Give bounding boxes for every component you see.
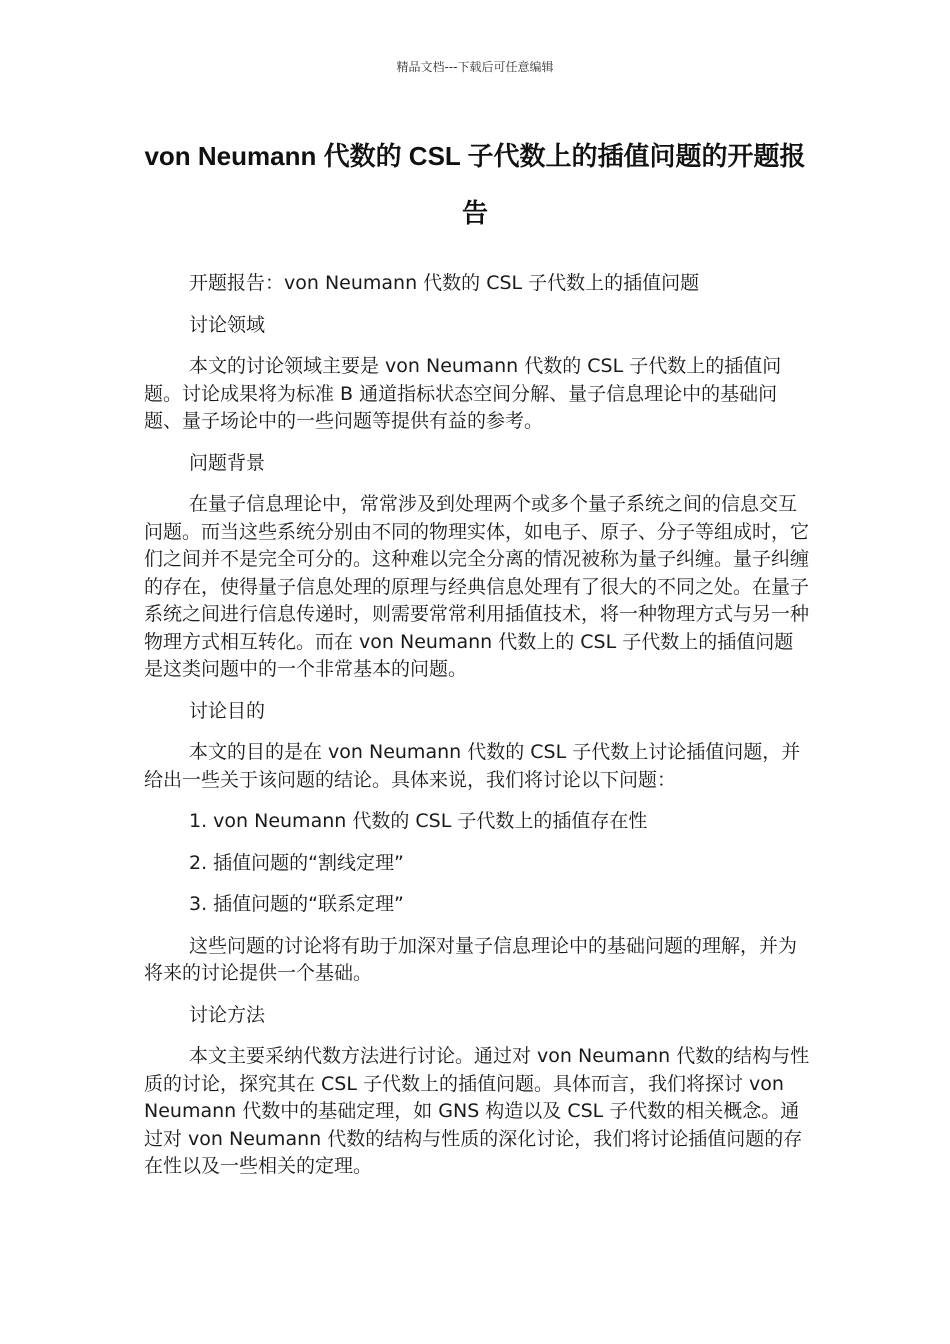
- section-heading-purpose: 讨论目的: [189, 699, 266, 722]
- section-heading-field: 讨论领域: [189, 313, 266, 336]
- document-title: von Neumann 代数的 CSL 子代数上的插值问题的开题报告: [144, 141, 806, 228]
- header-note: 精品文档---下载后可任意编辑: [396, 60, 554, 74]
- list-item-3: 3. 插值问题的“联系定理”: [189, 893, 404, 915]
- document-body: [144, 270, 812, 1195]
- paragraph-field: 本文的讨论领域主要是 von Neumann 代数的 CSL 子代数上的插值问题。讨论成果将为标准 B 通道指标状态空间分解、量子信息理论中的基础问题、量子场论中的一些问题等提供有益的参考。: [144, 355, 782, 432]
- list-item-2: 2. 插值问题的“割线定理”: [189, 851, 404, 874]
- list-item-1: 1. von Neumann 代数的 CSL 子代数上的插值存在性: [189, 810, 648, 832]
- section-heading-background: 问题背景: [189, 451, 266, 474]
- report-subtitle: 开题报告：von Neumann 代数的 CSL 子代数上的插值问题: [189, 272, 700, 294]
- paragraph-purpose-conclusion: 这些问题的讨论将有助于加深对量子信息理论中的基础问题的理解，并为将来的讨论提供一个基础。: [144, 934, 798, 984]
- paragraph-method: 本文主要采纳代数方法进行讨论。通过对 von Neumann 代数的结构与性质的讨论，探究其在 CSL 子代数上的插值问题。具体而言，我们将探讨 von Neumann 代数中的基础定理，如 GNS 构造以及 CSL 子代数的相关概念。通过对 von Neumann 代数的结构与性质的深化讨论，我们将讨论插值问题的存在性以及一些相关的定理。: [144, 1045, 810, 1177]
- paragraph-purpose: 本文的目的是在 von Neumann 代数的 CSL 子代数上讨论插值问题，并给出一些关于该问题的结论。具体来说，我们将讨论以下问题：: [144, 741, 801, 791]
- paragraph-background: 在量子信息理论中，常常涉及到处理两个或多个量子系统之间的信息交互问题。而当这些系统分别由不同的物理实体，如电子、原子、分子等组成时，它们之间并不是完全可分的。这种难以完全分离的情况被称为量子纠缠。量子纠缠的存在，使得量子信息处理的原理与经典信息处理有了很大的不同之处。在量子系统之间进行信息传递时，则需要常常利用插值技术，将一种物理方式与另一种物理方式相互转化。而在 von Neumann 代数上的 CSL 子代数上的插值问题是这类问题中的一个非常基本的问题。: [144, 493, 810, 680]
- section-heading-method: 讨论方法: [189, 1003, 266, 1026]
